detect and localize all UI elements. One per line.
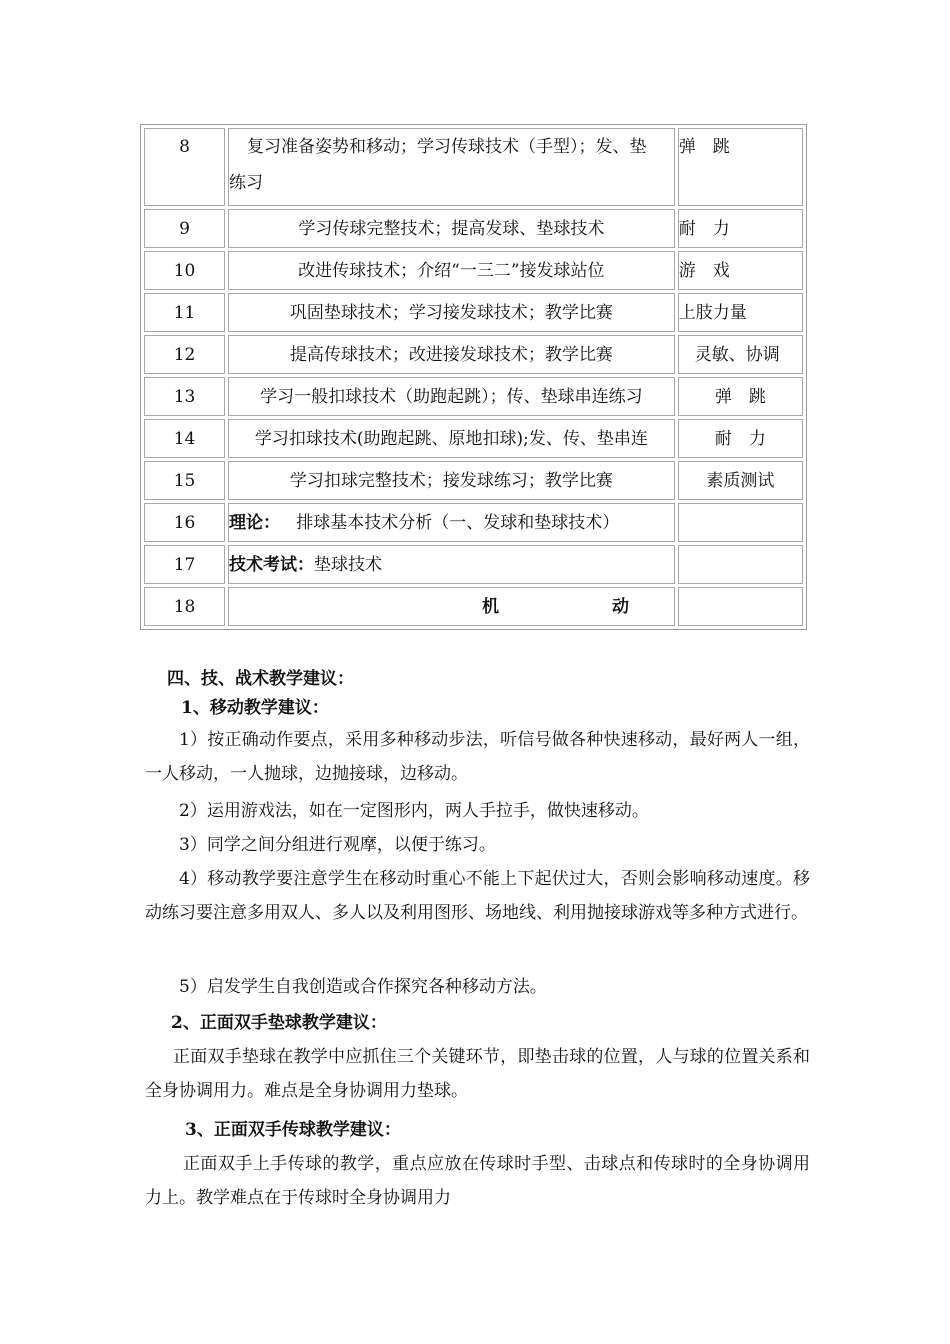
table-row xyxy=(144,293,803,332)
fitness-remark: 弹 跳 xyxy=(678,377,803,416)
paragraph: 正面双手垫球在教学中应抓住三个关键环节，即垫击球的位置，人与球的位置关系和全身协调用力。难点是全身协调用力垫球。 xyxy=(145,1047,810,1101)
schedule-table xyxy=(140,124,807,630)
table-row xyxy=(144,587,803,626)
week-number: 14 xyxy=(144,419,225,458)
subsection-heading: 3、正面双手传球教学建议： xyxy=(185,1120,401,1140)
week-number: 16 xyxy=(144,503,225,542)
lesson-text: 垫球技术 xyxy=(314,554,383,575)
lesson-content xyxy=(228,503,675,542)
table-row xyxy=(144,545,803,584)
lesson-label: 理论： xyxy=(229,512,281,533)
table-row xyxy=(144,503,803,542)
lesson-content-line: 练习 xyxy=(229,173,264,193)
paragraph: 4）移动教学要注意学生在移动时重心不能上下起伏过大，否则会影响移动速度。移动练习要注意多用双人、多人以及利用图形、场地线、利用抛接球游戏等多种方式进行。 xyxy=(145,869,810,923)
week-number: 13 xyxy=(144,377,225,416)
table-row xyxy=(144,251,803,290)
table-row xyxy=(144,128,803,206)
table-row xyxy=(144,419,803,458)
fitness-remark: 上肢力量 xyxy=(678,293,803,332)
week-number: 15 xyxy=(144,461,225,500)
lesson-content-line: 复习准备姿势和移动；学习传球技术（手型）；发、垫 xyxy=(247,137,647,157)
table-row xyxy=(144,209,803,248)
lesson-content xyxy=(228,545,675,584)
table-row xyxy=(144,335,803,374)
paragraph: 正面双手上手传球的教学，重点应放在传球时手型、击球点和传球时的全身协调用力上。教学难点在于传球时全身协调用力 xyxy=(145,1154,810,1208)
paragraph: 1）按正确动作要点，采用多种移动步法，听信号做各种快速移动，最好两人一组，一人移动，一人抛球，边抛接球，边移动。 xyxy=(145,730,810,784)
subsection-heading: 2、正面双手垫球教学建议： xyxy=(171,1013,387,1033)
lesson-content: 提高传球技术；改进接发球技术；教学比赛 xyxy=(228,335,675,374)
fitness-remark xyxy=(678,503,803,542)
paragraph: 5）启发学生自我创造或合作探究各种移动方法。 xyxy=(179,977,547,997)
paragraph: 2）运用游戏法，如在一定图形内，两人手拉手，做快速移动。 xyxy=(179,801,649,821)
lesson-label: 技术考试： xyxy=(229,554,315,575)
week-number: 18 xyxy=(144,587,225,626)
lesson-content: 巩固垫球技术；学习接发球技术；教学比赛 xyxy=(228,293,675,332)
fitness-remark xyxy=(678,545,803,584)
week-number: 9 xyxy=(144,209,225,248)
lesson-content: 学习一般扣球技术（助跑起跳）；传、垫球串连练习 xyxy=(228,377,675,416)
subsection-heading: 1、移动教学建议： xyxy=(181,698,329,718)
section-heading: 四、技、战术教学建议： xyxy=(167,669,354,689)
lesson-content: 学习扣球完整技术；接发球练习；教学比赛 xyxy=(228,461,675,500)
week-number: 8 xyxy=(144,128,225,206)
fitness-remark: 游 戏 xyxy=(678,251,803,290)
fitness-remark: 耐 力 xyxy=(678,419,803,458)
lesson-content: 学习扣球技术(助跑起跳、原地扣球);发、传、垫串连 xyxy=(228,419,675,458)
paragraph: 3）同学之间分组进行观摩，以便于练习。 xyxy=(179,835,496,855)
week-number: 17 xyxy=(144,545,225,584)
fitness-remark: 弹 跳 xyxy=(678,128,803,206)
lesson-text: 动 xyxy=(612,596,630,617)
week-number: 11 xyxy=(144,293,225,332)
week-number: 10 xyxy=(144,251,225,290)
lesson-content xyxy=(228,587,675,626)
fitness-remark xyxy=(678,587,803,626)
fitness-remark: 素质测试 xyxy=(678,461,803,500)
table-row xyxy=(144,377,803,416)
fitness-remark: 灵敏、协调 xyxy=(678,335,803,374)
lesson-content: 改进传球技术；介绍“一三二”接发球站位 xyxy=(228,251,675,290)
fitness-remark: 耐 力 xyxy=(678,209,803,248)
lesson-text: 排球基本技术分析（一、发球和垫球技术） xyxy=(296,512,620,533)
lesson-text: 机 xyxy=(482,596,500,617)
week-number: 12 xyxy=(144,335,225,374)
table-row xyxy=(144,461,803,500)
lesson-content: 学习传球完整技术；提高发球、垫球技术 xyxy=(228,209,675,248)
lesson-content xyxy=(228,128,675,206)
